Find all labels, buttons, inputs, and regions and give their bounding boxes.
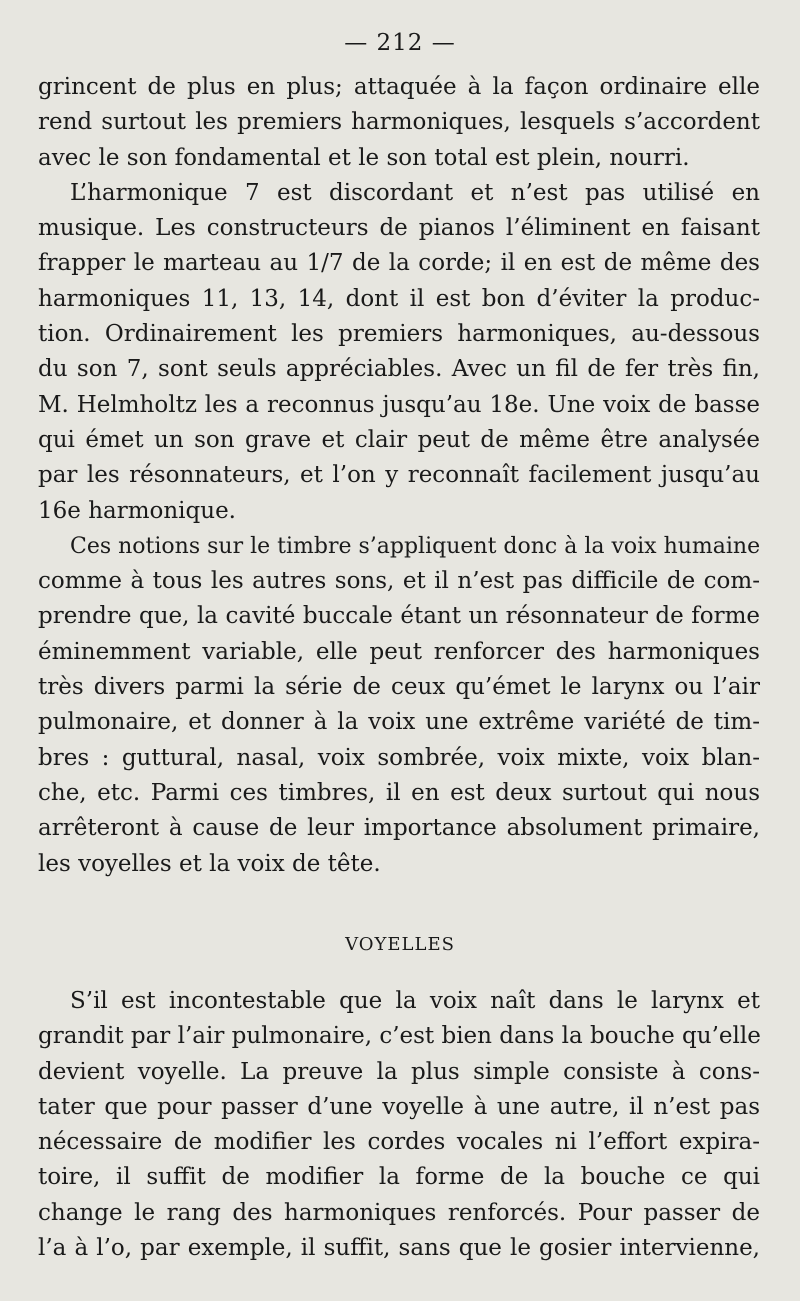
section-heading: VOYELLES xyxy=(345,934,455,955)
text-line: du son 7, sont seuls appréciables. Avec un fil de fer très fin, xyxy=(38,356,760,383)
text-line: très divers parmi la série de ceux qu’émet le larynx ou l’air xyxy=(38,674,760,701)
text-line: avec le son fondamental et le son total est plein, nourri. xyxy=(38,144,690,171)
text-line: rend surtout les premiers harmoniques, lesquels s’accordent xyxy=(38,109,760,136)
text-line: comme à tous les autres sons, et il n’est pas difficile de com- xyxy=(38,568,760,595)
text-line: S’il est incontestable que la voix naît dans le larynx et xyxy=(70,988,760,1014)
text-line: prendre que, la cavité buccale étant un résonnateur de forme xyxy=(38,603,760,630)
text-line: tion. Ordinairement les premiers harmoniques, au-dessous xyxy=(38,321,760,348)
page-number: — 212 — xyxy=(344,30,456,56)
text-line: par les résonnateurs, et l’on y reconnaît facilement jusqu’au xyxy=(38,462,760,489)
text-line: nécessaire de modifier les cordes vocales ni l’effort expira- xyxy=(38,1129,760,1156)
text-line: toire, il suffit de modifier la forme de la bouche ce qui xyxy=(38,1164,760,1191)
text-line: bres : guttural, nasal, voix sombrée, voix mixte, voix blan- xyxy=(38,744,760,771)
text-line: les voyelles et la voix de tête. xyxy=(38,850,381,877)
text-line: Ces notions sur le timbre s’appliquent donc à la voix humaine xyxy=(70,533,761,559)
text-line: qui émet un son grave et clair peut de même être analysée xyxy=(38,426,760,453)
text-line: grincent de plus en plus; attaquée à la façon ordinaire elle xyxy=(38,74,760,100)
text-line: devient voyelle. La preuve la plus simple consiste à cons- xyxy=(38,1058,760,1085)
text-line: grandit par l’air pulmonaire, c’est bien dans la bouche qu’elle xyxy=(38,1023,761,1050)
text-line: change le rang des harmoniques renforcés. Pour passer de xyxy=(38,1199,760,1226)
text-line: L’harmonique 7 est discordant et n’est pas utilisé en xyxy=(70,179,760,206)
text-line: pulmonaire, et donner à la voix une extrême variété de tim- xyxy=(38,709,760,736)
text-line: éminemment variable, elle peut renforcer des harmoniques xyxy=(38,638,760,665)
text-block-2 xyxy=(38,984,760,1266)
text-line: l’a à l’o, par exemple, il suffit, sans que le gosier intervienne, xyxy=(38,1235,760,1262)
text-line: 16e harmonique. xyxy=(38,497,236,524)
text-line: harmoniques 11, 13, 14, dont il est bon d’éviter la produc- xyxy=(38,285,760,312)
text-line: musique. Les constructeurs de pianos l’éliminent en faisant xyxy=(38,215,760,242)
text-line: arrêteront à cause de leur importance absolument primaire, xyxy=(38,815,760,842)
text-line: M. Helmholtz les a reconnus jusqu’au 18e. Une voix de basse xyxy=(38,391,760,418)
text-line: tater que pour passer d’une voyelle à une autre, il n’est pas xyxy=(38,1093,760,1120)
text-line: che, etc. Parmi ces timbres, il en est deux surtout qui nous xyxy=(38,779,760,806)
text-line: frapper le marteau au 1/7 de la corde; il en est de même des xyxy=(38,250,760,277)
text-block-1 xyxy=(38,70,760,882)
